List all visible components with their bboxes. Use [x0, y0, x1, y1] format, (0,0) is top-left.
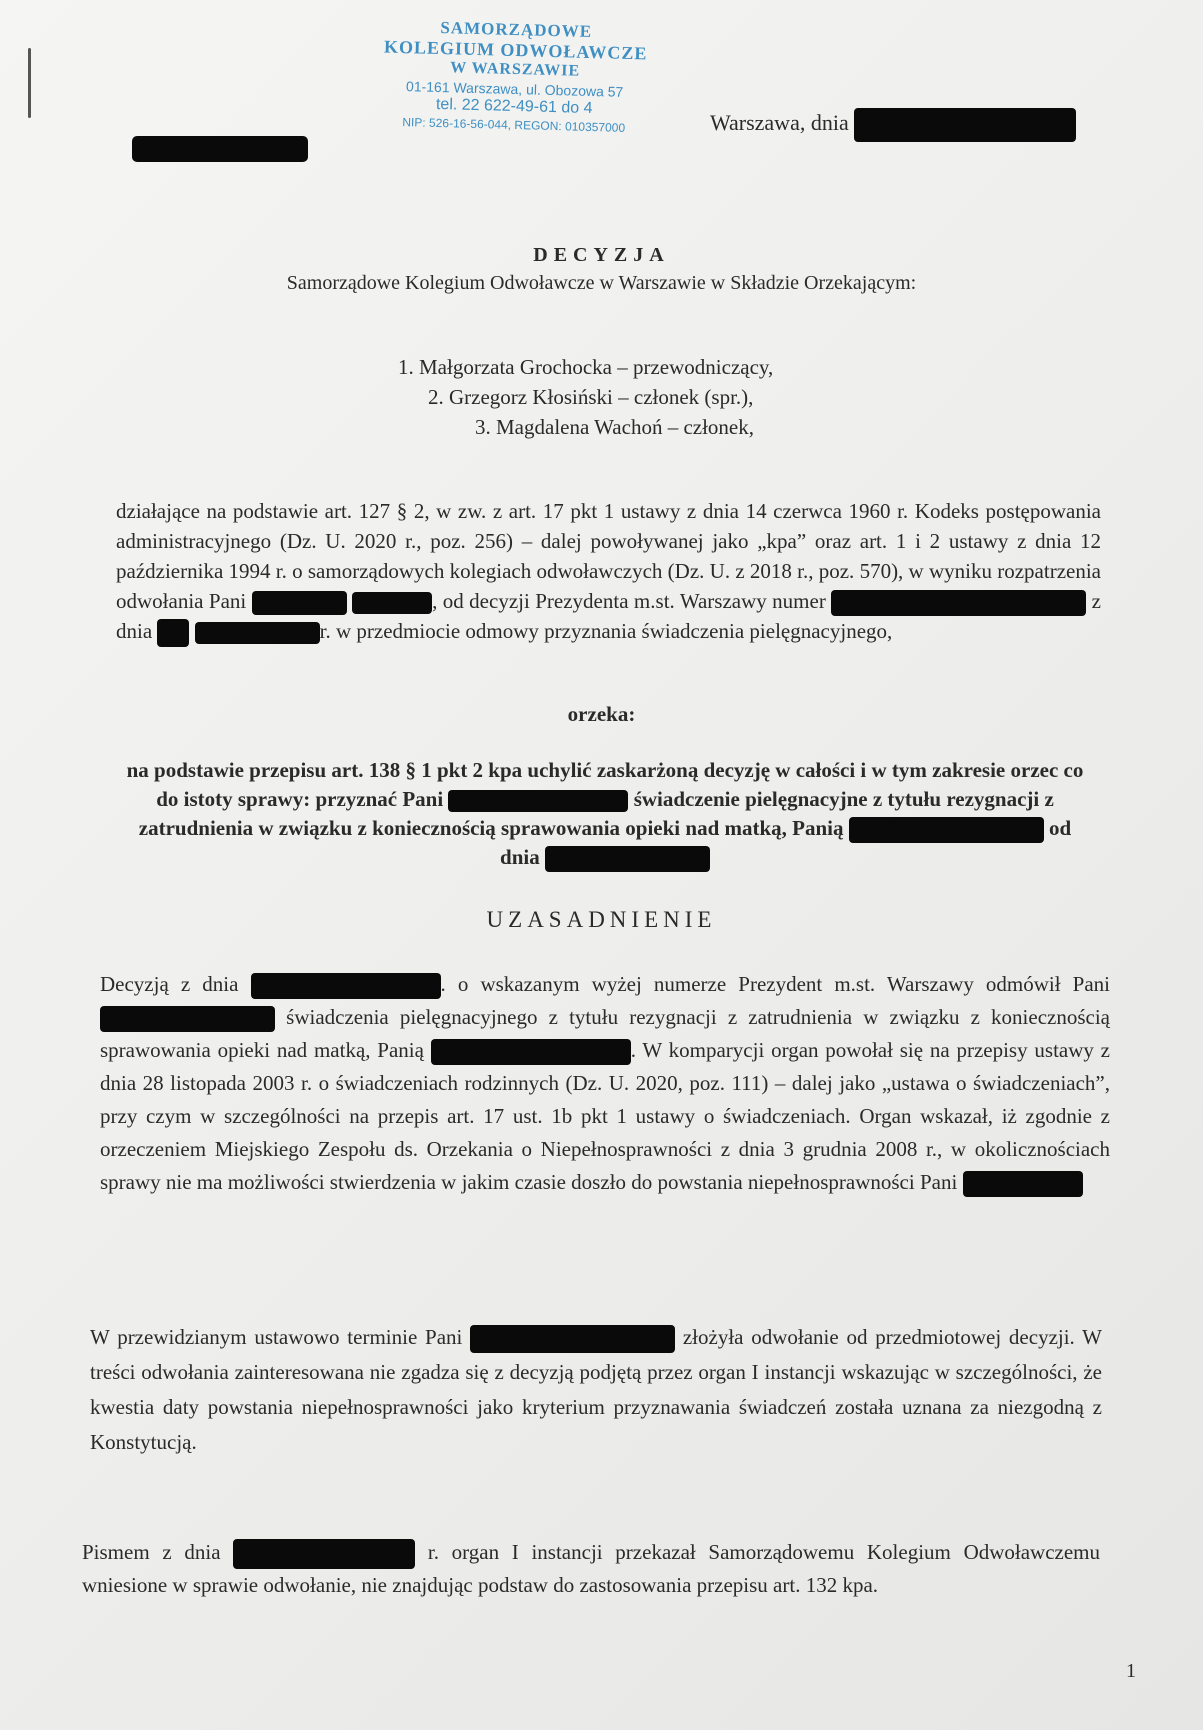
reasons2-text-2: złożyła odwołanie od przedmiotowej decyzji. W treści odwołania zainteresowana nie zgadza się z decyzją podjętą przez organ I instancji wskazując w szczególności, że kwestia daty powstania niepełnosprawności jako kryterium przyznawania świadczeń została uznana za niezgodną z Konstytucją. [90, 1325, 1102, 1454]
stamp-ids: NIP: 526-16-56-044, REGON: 010357000 [402, 115, 626, 135]
stamp-line-3: W WARSZAWIE [449, 59, 581, 80]
basis-paragraph [116, 496, 1101, 647]
reasons-paragraph-1 [100, 968, 1110, 1199]
section-title: UZASADNIENIE [486, 907, 717, 932]
redaction [963, 1171, 1083, 1197]
reasons-text-4: . W komparycji organ powołał się na przepisy ustawy z dnia 28 listopada 2003 r. o świadczeniach rodzinnych (Dz. U. 2020, poz. 111) – dalej jako „ustawa o świadczeniach”, przy czym w szczególności na przepis art. 17 ust. 1b pkt 1 ustawy o świadczeniach. Organ wskazał, iż zgodnie z orzeczeniem Miejskiego Zespołu ds. Orzekania o Niepełnosprawności z dnia 3 grudnia 2008 r., w okolicznościach sprawy nie ma możliwości stwierdzenia w jakim czasie doszło do powstania niepełnosprawności Pani [100, 1038, 1110, 1194]
redaction [233, 1539, 415, 1569]
member-3: 3. Magdalena Wachoń – członek, [475, 415, 754, 439]
basis-text-1: działające na podstawie art. 127 § 2, w zw. z art. 17 pkt 1 ustawy z dnia 14 czerwca 1960 r. Kodeks postępowania administracyjnego (Dz. U. 2020 r., poz. 256) – dalej powoływanej jako „kpa” oraz art. 1 i 2 ustawy z dnia 12 października 1994 r. o samorządowych kolegiach odwoławczych (Dz. U. z 2018 r., poz. 570), w wyniku rozpatrzenia odwołania Pani [116, 499, 1101, 613]
stamp-line-2: KOLEGIUM ODWOŁAWCZE [383, 36, 648, 64]
stamp-phone: tel. 22 622-49-61 do 4 [435, 95, 593, 118]
reasons-paragraph-2 [90, 1320, 1102, 1460]
ruling-text-1: na podstawie przepisu art. 138 § 1 pkt 2 kpa uchylić zaskarżoną decyzję w całości i w tym zakresie orzec co do istoty sprawy: przyznać Pani [126, 758, 1084, 811]
redaction [251, 973, 441, 999]
ruling-text-2: świadczenie pielęgnacyjne z tytułu rezygnacji z zatrudnienia w związku z koniecznością sprawowania opieki nad matką, Panią [138, 787, 1054, 840]
document-title: DECYZJA [533, 244, 670, 266]
member-1: 1. Małgorzata Grochocka – przewodniczący, [398, 355, 774, 379]
redaction [132, 136, 308, 162]
redaction [545, 846, 710, 872]
redaction [431, 1039, 631, 1065]
edge-mark [28, 48, 31, 118]
stamp-address: 01-161 Warszawa, ul. Obozowa 57 [405, 78, 624, 100]
ruling-paragraph [125, 756, 1085, 872]
redaction [100, 1006, 275, 1032]
stamp-line-1: SAMORZĄDOWE [440, 18, 593, 41]
redaction [195, 622, 320, 644]
reasons3-text-1: Pismem z dnia [82, 1540, 221, 1564]
redaction [352, 592, 432, 614]
redaction [854, 108, 1076, 142]
dateline [710, 108, 1076, 142]
basis-text-4: r. w przedmiocie odmowy przyznania świadczenia pielęgnacyjnego, [319, 619, 893, 644]
member-2: 2. Grzegorz Kłosiński – członek (spr.), [428, 385, 754, 409]
orzeka-heading: orzeka: [567, 702, 636, 726]
basis-text-3: z dnia [116, 589, 1101, 644]
redaction [252, 591, 347, 615]
redaction [849, 817, 1044, 843]
reasons-paragraph-3 [82, 1536, 1100, 1602]
redaction [157, 619, 189, 647]
basis-text-2: , od decyzji Prezydenta m.st. Warszawy numer [432, 589, 826, 613]
panel-members [0, 352, 1203, 442]
redaction [470, 1325, 675, 1353]
reasons-text-1: Decyzją z dnia [100, 972, 239, 996]
reasons-text-3: świadczenia pielęgnacyjnego z tytułu rezygnacji z zatrudnienia w związku z koniecznością sprawowania opieki nad matką, Panią [100, 1005, 1111, 1062]
reasons-text-2: . o wskazanym wyżej numerze Prezydent m.st. Warszawy odmówił Pani [440, 972, 1110, 996]
page-number: 1 [1126, 1660, 1136, 1682]
dateline-text: Warszawa, dnia [710, 110, 849, 136]
document-subtitle: Samorządowe Kolegium Odwoławcze w Warszawie w Składzie Orzekającym: [286, 272, 917, 294]
reasons2-text-1: W przewidzianym ustawowo terminie Pani [90, 1325, 463, 1349]
institution-stamp [369, 16, 662, 138]
redaction [448, 790, 628, 812]
reasons3-text-2: r. organ I instancji przekazał Samorządowemu Kolegium Odwoławczemu wniesione w sprawie odwołanie, nie znajdując podstaw do zastosowania przepisu art. 132 kpa. [82, 1540, 1101, 1598]
ruling-text-3: od dnia [500, 816, 1072, 870]
redaction [831, 590, 1086, 616]
